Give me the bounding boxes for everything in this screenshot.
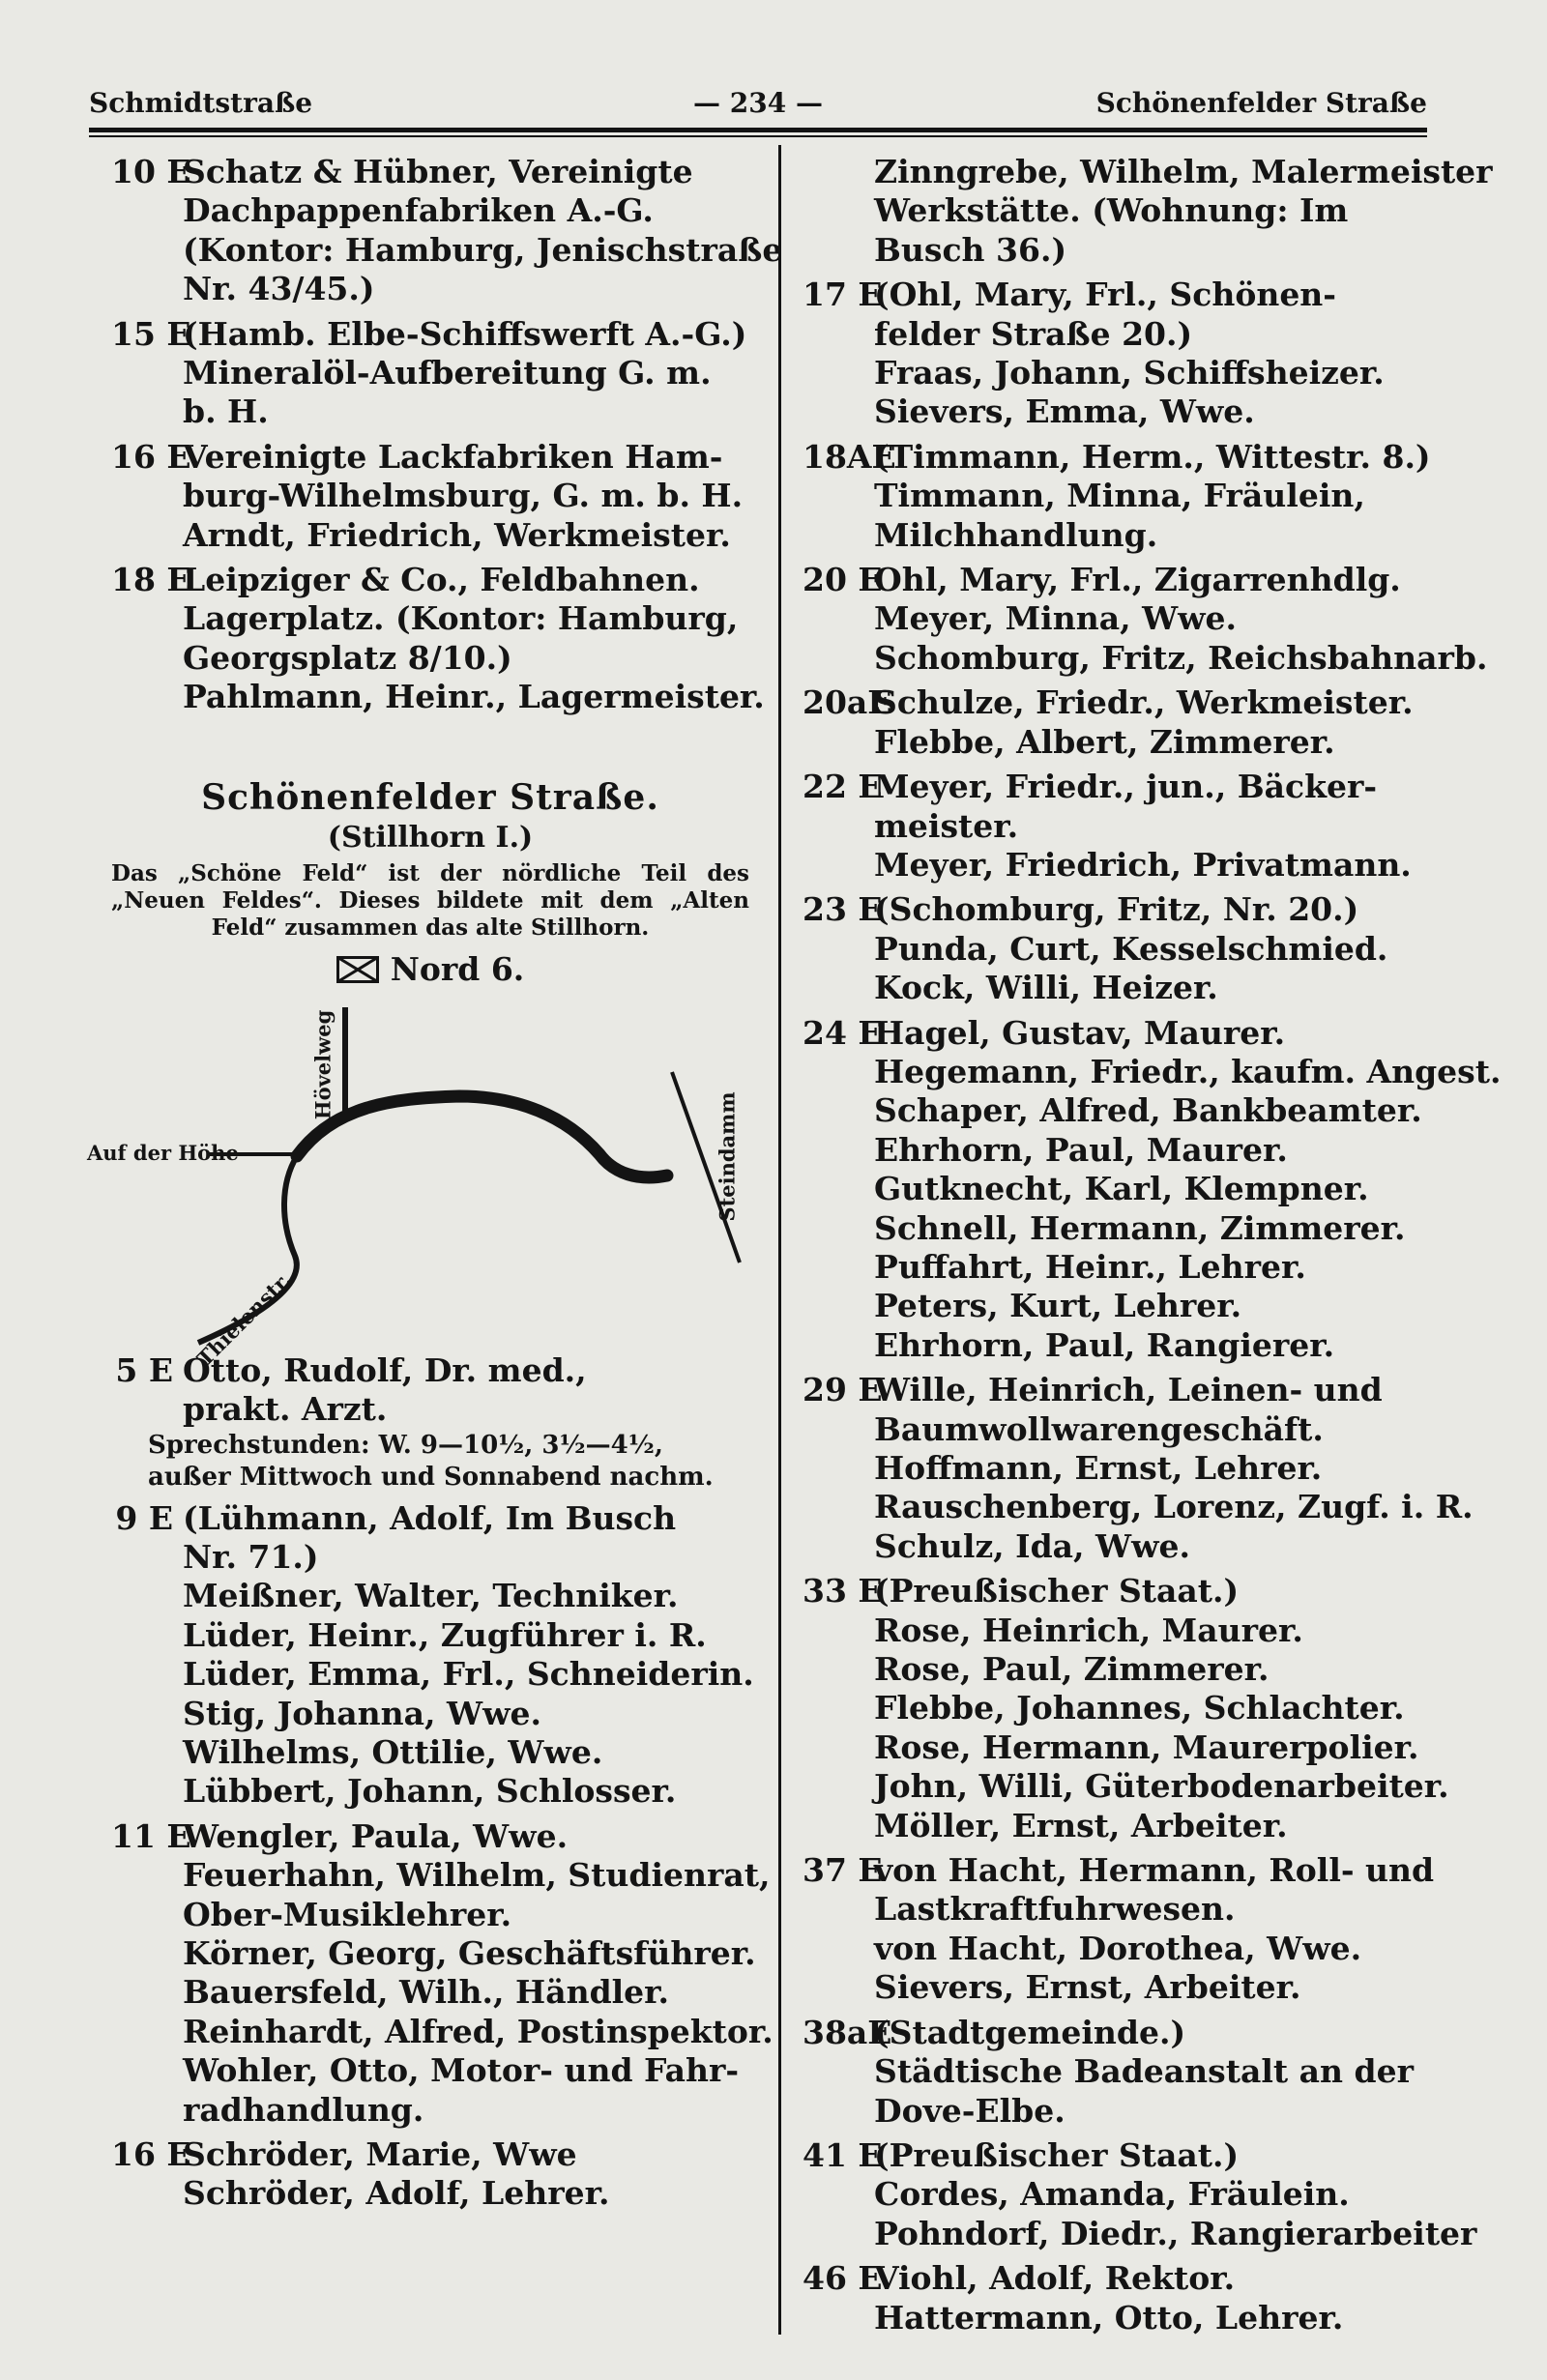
entry-line: Gutknecht, Karl, Klempner. <box>874 1170 1369 1208</box>
entry-line: Lüder, Heinr., Zugführer i. R. <box>183 1615 707 1654</box>
address-entry <box>111 438 749 555</box>
entry-line: Lagerplatz. (Kontor: Hamburg, <box>183 599 739 638</box>
entry-line: Möller, Ernst, Arbeiter. <box>874 1806 1288 1844</box>
entry-line: Lüder, Emma, Frl., Schneiderin. <box>183 1655 754 1694</box>
page-header <box>89 79 1427 122</box>
entry-line: Baumwollwarengeschäft. <box>874 1409 1324 1448</box>
entry-line: Städtische Badeanstalt an der <box>874 2052 1414 2091</box>
map-label-hoevelweg: Hövelweg <box>310 1009 336 1119</box>
entry-line: Flebbe, Albert, Zimmerer. <box>874 722 1335 761</box>
entry-line: Dove-Elbe. <box>874 2091 1065 2130</box>
entry-line: Puffahrt, Heinr., Lehrer. <box>874 1247 1306 1286</box>
entry-line: Meißner, Walter, Techniker. <box>183 1577 679 1615</box>
entry-line: Bauersfeld, Wilh., Händler. <box>183 1973 670 2012</box>
entry-first-line <box>803 683 1431 722</box>
entry-text: Zinngrebe, Wilhelm, Malermeister <box>874 153 1493 190</box>
main-street-curve <box>297 1096 667 1177</box>
house-number: 11 E <box>111 1816 191 1855</box>
house-number: 17 E <box>803 276 883 314</box>
entry-line: Punda, Curt, Kesselschmied. <box>874 929 1388 968</box>
entry-line: Schomburg, Fritz, Reichsbahnarb. <box>874 638 1488 677</box>
address-entry <box>111 1498 754 1812</box>
address-entry <box>803 2135 1477 2253</box>
envelope-icon <box>336 956 379 983</box>
entry-first-line <box>803 561 1431 599</box>
street-map-drawing <box>111 1000 749 1357</box>
entry-first-line <box>803 2014 1431 2052</box>
entry-line: Wohler, Otto, Motor- und Fahr- <box>183 2051 740 2090</box>
entry-line: Kock, Willi, Heizer. <box>874 969 1218 1007</box>
entry-text: (Timmann, Herm., Wittestr. 8.) <box>874 437 1431 476</box>
entry-first-line <box>803 890 1431 929</box>
entry-line: Rose, Hermann, Maurerpolier. <box>874 1727 1419 1766</box>
entry-text: Wille, Heinrich, Leinen- und <box>874 1371 1383 1409</box>
entry-text: Viohl, Adolf, Rektor. <box>874 2259 1236 2298</box>
house-number: 16 E <box>111 2135 191 2173</box>
address-entry <box>111 561 765 717</box>
entry-line: Rose, Heinrich, Maurer. <box>874 1611 1303 1649</box>
street-section <box>111 775 749 990</box>
house-number: 37 E <box>803 1851 883 1890</box>
entry-text: Leipziger & Co., Feldbahnen. <box>183 561 700 599</box>
entry-text: (Lühmann, Adolf, Im Busch <box>183 1498 677 1537</box>
entry-line: Sievers, Ernst, Arbeiter. <box>874 1968 1301 2007</box>
house-number: 29 E <box>803 1371 883 1409</box>
entry-line: Meyer, Minna, Wwe. <box>874 599 1238 638</box>
entry-text: Schulze, Friedr., Werkmeister. <box>874 683 1414 722</box>
entry-line: Lübbert, Johann, Schlosser. <box>183 1772 677 1811</box>
entry-first-line <box>803 153 1493 191</box>
house-number: 5 E <box>115 1350 173 1389</box>
entry-line: Sievers, Emma, Wwe. <box>874 392 1255 431</box>
entry-line: (Kontor: Hamburg, Jenischstraße <box>183 230 783 269</box>
entry-line: Reinhardt, Alfred, Postinspektor. <box>183 2012 774 2050</box>
entry-first-line <box>803 1014 1431 1053</box>
address-entry <box>803 153 1493 270</box>
postal-district <box>111 949 749 990</box>
entry-line: Stig, Johanna, Wwe. <box>183 1694 541 1732</box>
entry-line: Schnell, Hermann, Zimmerer. <box>874 1208 1406 1247</box>
entry-first-line <box>111 153 749 191</box>
entry-line: Lastkraftfuhrwesen. <box>874 1890 1236 1929</box>
address-entry <box>111 1351 749 1494</box>
header-rule <box>89 128 1427 137</box>
entry-line: Arndt, Friedrich, Werkmeister. <box>183 515 731 554</box>
entry-text: Wengler, Paula, Wwe. <box>183 1816 569 1855</box>
address-entry <box>111 315 749 432</box>
entry-line: Peters, Kurt, Lehrer. <box>874 1287 1242 1325</box>
entry-first-line <box>803 438 1431 477</box>
header-left-street: Schmidtstraße <box>89 87 313 119</box>
address-entry <box>111 153 783 309</box>
entry-line: Werkstätte. (Wohnung: Im <box>874 191 1349 230</box>
entry-text: (Schomburg, Fritz, Nr. 20.) <box>874 890 1359 929</box>
house-number: 38aE <box>803 2013 892 2051</box>
entry-line: Hattermann, Otto, Lehrer. <box>874 2298 1344 2336</box>
address-entry <box>803 561 1488 678</box>
entry-line: meister. <box>874 806 1019 845</box>
map-label-auf-der-hoehe: Auf der Höhe <box>87 1140 239 1165</box>
header-right-street: Schönenfelder Straße <box>1095 87 1427 119</box>
entry-line: Pohndorf, Diedr., Rangierarbeiter <box>874 2214 1477 2252</box>
address-entry <box>803 1371 1474 1566</box>
map-label-steindamm: Steindamm <box>715 1091 740 1222</box>
entry-text: Ohl, Mary, Frl., Zigarrenhdlg. <box>874 561 1401 599</box>
address-entry <box>803 1013 1502 1366</box>
entry-first-line <box>111 315 749 354</box>
right-column <box>803 153 1502 2343</box>
entry-text: (Hamb. Elbe-Schiffswerft A.-G.) <box>183 314 747 353</box>
entry-text: Otto, Rudolf, Dr. med., <box>183 1350 587 1389</box>
street-title: Schönenfelder Straße. <box>201 776 659 818</box>
address-entry <box>803 438 1431 555</box>
entry-first-line <box>803 768 1431 806</box>
house-number: 16 E <box>111 437 191 476</box>
entry-line: Ober-Musiklehrer. <box>183 1895 512 1933</box>
entry-first-line <box>803 276 1431 314</box>
entry-line: Nr. 71.) <box>183 1537 319 1576</box>
entry-text: (Ohl, Mary, Frl., Schönen- <box>874 276 1337 314</box>
address-entry <box>803 768 1431 885</box>
entry-text: Schatz & Hübner, Vereinigte <box>183 153 693 190</box>
house-number: 20aE <box>803 683 892 722</box>
house-number: 41 E <box>803 2135 883 2174</box>
left-bottom-entries <box>111 1350 774 2214</box>
left-top-entries <box>111 153 783 717</box>
entry-line: Pahlmann, Heinr., Lagermeister. <box>183 678 765 716</box>
house-number: 33 E <box>803 1572 883 1611</box>
entry-line: Busch 36.) <box>874 230 1067 269</box>
house-number: 10 E <box>111 153 191 190</box>
address-entry <box>111 2135 749 2214</box>
entry-line: Mineralöl-Aufbereitung G. m. <box>183 354 712 392</box>
consultation-hours: Sprechstunden: W. 9—10½, 3½—4½, <box>148 1430 663 1460</box>
entry-line: Wilhelms, Ottilie, Wwe. <box>183 1732 603 1771</box>
address-entry <box>803 1851 1435 2008</box>
entry-first-line <box>111 438 749 477</box>
entry-first-line <box>803 1371 1431 1409</box>
entry-first-line <box>111 2135 749 2174</box>
entry-text: von Hacht, Hermann, Roll- und <box>874 1851 1435 1890</box>
house-number: 15 E <box>111 314 191 353</box>
entry-text: Schröder, Marie, Wwe <box>183 2135 577 2173</box>
address-entry <box>803 2014 1431 2131</box>
street-note: Das „Schöne Feld“ ist der nördliche Teil des „Neuen Feldes“. Dieses bildete mit dem „Alten Feld“ zusammen das alte Stillhorn. <box>111 859 749 941</box>
entry-text: Hagel, Gustav, Maurer. <box>874 1013 1286 1052</box>
entry-line: Rose, Paul, Zimmerer. <box>874 1650 1270 1689</box>
left-column <box>87 153 783 2220</box>
entry-line: radhandlung. <box>183 2090 424 2129</box>
entry-line: Georgsplatz 8/10.) <box>183 638 512 677</box>
entry-text: (Preußischer Staat.) <box>874 1572 1240 1611</box>
address-entry <box>803 2259 1431 2337</box>
entry-line: Nr. 43/45.) <box>183 270 375 308</box>
column-divider <box>778 145 781 2335</box>
consultation-hours: außer Mittwoch und Sonnabend nachm. <box>148 1462 714 1492</box>
house-number: 18AE <box>803 437 896 476</box>
entry-first-line <box>803 2136 1431 2175</box>
entry-first-line <box>111 1817 749 1856</box>
map-label-thielenstr: Thielenstr. <box>191 1266 297 1371</box>
house-number: 20 E <box>803 561 883 599</box>
entry-first-line <box>803 1572 1431 1611</box>
entry-first-line <box>111 1499 749 1538</box>
entry-line: felder Straße 20.) <box>874 314 1193 353</box>
address-entry <box>111 1816 774 2130</box>
entry-line: b. H. <box>183 392 269 431</box>
entry-line: John, Willi, Güterbodenarbeiter. <box>874 1767 1449 1806</box>
house-number: 46 E <box>803 2259 883 2298</box>
entry-line: Rauschenberg, Lorenz, Zugf. i. R. <box>874 1488 1474 1526</box>
entry-line: Fraas, Johann, Schiffsheizer. <box>874 354 1385 392</box>
entry-first-line <box>803 1851 1435 1890</box>
entry-line: burg-Wilhelmsburg, G. m. b. H. <box>183 477 744 515</box>
entry-line: Schröder, Adolf, Lehrer. <box>183 2174 610 2213</box>
house-number: 9 E <box>115 1498 173 1537</box>
entry-first-line <box>111 561 749 599</box>
postal-district-label: Nord 6. <box>390 949 525 988</box>
entry-line: Feuerhahn, Wilhelm, Studienrat, <box>183 1856 771 1895</box>
entry-line: Flebbe, Johannes, Schlachter. <box>874 1689 1405 1727</box>
page-number: — 234 — <box>693 87 823 119</box>
street-subtitle: (Stillhorn I.) <box>327 820 534 855</box>
entry-line: Ehrhorn, Paul, Maurer. <box>874 1130 1288 1169</box>
entry-line: von Hacht, Dorothea, Wwe. <box>874 1929 1362 1967</box>
entry-first-line <box>803 2259 1431 2298</box>
house-number: 22 E <box>803 768 883 806</box>
address-entry <box>803 890 1431 1007</box>
entry-line: Timmann, Minna, Fräulein, <box>874 477 1365 515</box>
entry-line: Meyer, Friedrich, Privatmann. <box>874 845 1412 884</box>
address-entry <box>803 1572 1449 1845</box>
entry-line: Cordes, Amanda, Fräulein. <box>874 2175 1350 2214</box>
house-number: 18 E <box>111 561 191 599</box>
entry-text: (Preußischer Staat.) <box>874 2135 1240 2174</box>
address-entry <box>803 683 1431 762</box>
entry-text: Meyer, Friedr., jun., Bäcker- <box>874 768 1378 806</box>
entry-line: Dachpappenfabriken A.-G. <box>183 191 654 230</box>
house-number: 23 E <box>803 890 883 929</box>
entry-text: Vereinigte Lackfabriken Ham- <box>183 437 723 476</box>
entry-text: (Stadtgemeinde.) <box>874 2013 1186 2051</box>
right-entries <box>803 153 1502 2337</box>
house-number: 24 E <box>803 1013 883 1052</box>
entry-line: Hegemann, Friedr., kaufm. Angest. <box>874 1052 1502 1090</box>
entry-line: Milchhandlung. <box>874 515 1158 554</box>
entry-line: prakt. Arzt. <box>183 1390 388 1429</box>
entry-line: Schulz, Ida, Wwe. <box>874 1526 1190 1565</box>
entry-line: Hoffmann, Ernst, Lehrer. <box>874 1449 1323 1487</box>
entry-line: Schaper, Alfred, Bankbeamter. <box>874 1091 1422 1130</box>
entry-line: Ehrhorn, Paul, Rangierer. <box>874 1325 1335 1364</box>
address-entry <box>803 276 1431 432</box>
entry-line: Körner, Georg, Geschäftsführer. <box>183 1933 756 1972</box>
